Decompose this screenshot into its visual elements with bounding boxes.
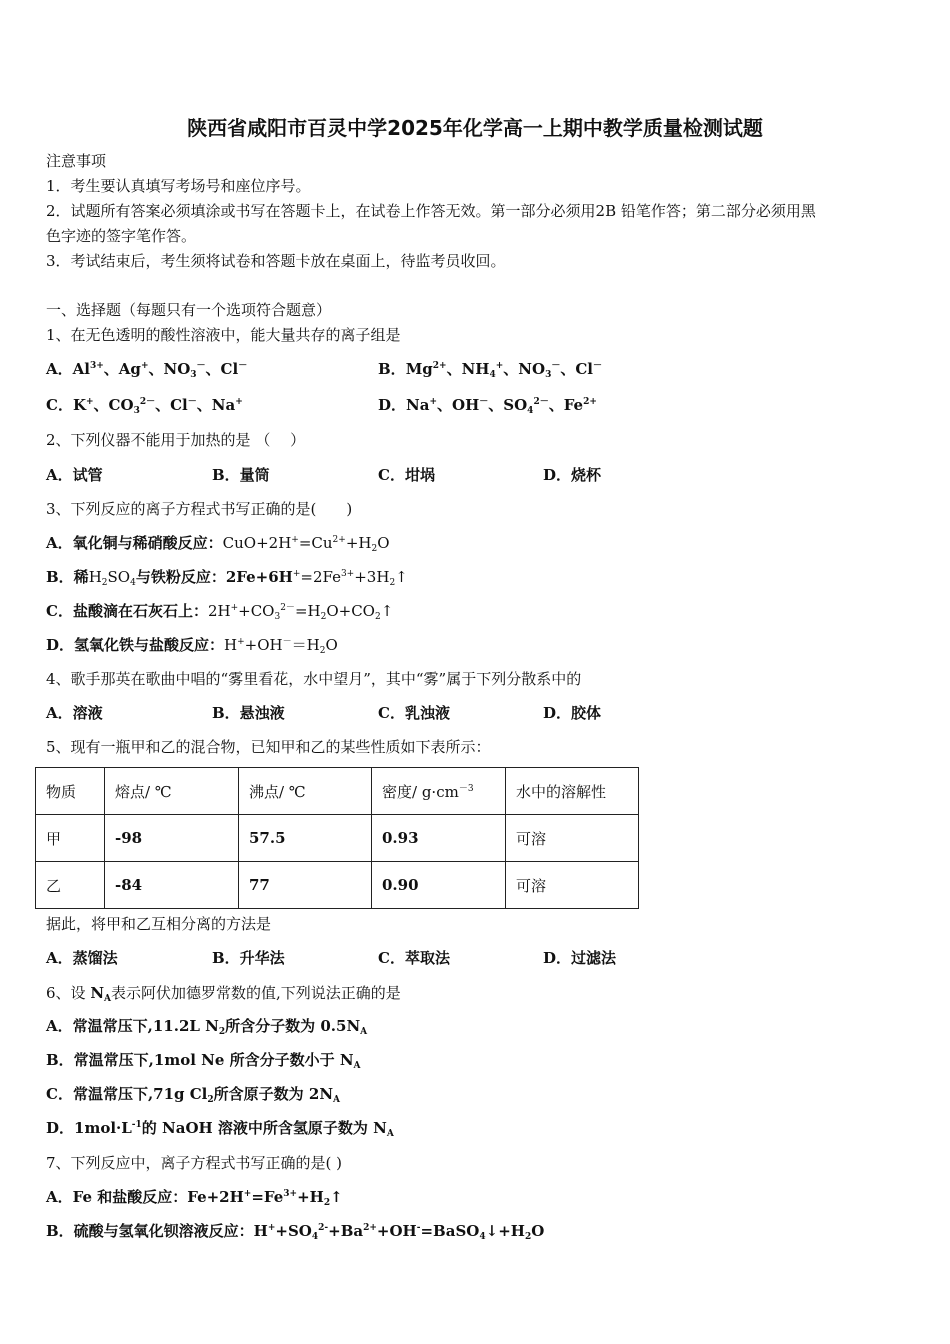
charge: + — [495, 361, 504, 371]
q4-stem: 4、歌手那英在歌曲中唱的“雾里看花，水中望月”，其中“雾”属于下列分散系中的 — [46, 670, 582, 688]
formula: +H — [345, 534, 372, 552]
q6-option-c — [46, 1084, 340, 1104]
formula: ↑ — [395, 568, 408, 586]
q3-a-label: A．氧化铜与稀硝酸反应： — [46, 534, 223, 552]
q3-c-label: C．盐酸滴在石灰石上： — [46, 602, 208, 620]
ion: 、Na — [196, 396, 236, 414]
option-text: ↑ — [330, 1188, 343, 1206]
charge: － — [593, 361, 603, 371]
subscript: A — [353, 1061, 361, 1071]
subscript: A — [104, 994, 112, 1004]
q4-option-b: B．悬浊液 — [212, 704, 285, 722]
option-text: ↓+H — [485, 1222, 525, 1240]
q5-after: 据此，将甲和乙互相分离的方法是 — [46, 915, 272, 933]
q1-b-label: B． — [378, 360, 406, 378]
charge: 2+ — [432, 361, 447, 371]
charge: + — [291, 535, 299, 545]
q2-option-b: B．量筒 — [212, 466, 270, 484]
charge: 3+ — [89, 361, 104, 371]
table-row — [36, 815, 639, 862]
formula: O — [377, 534, 390, 552]
q2-stem: 2、下列仪器不能用于加热的是 （ ） — [46, 431, 306, 449]
option-text: +Ba — [328, 1222, 364, 1240]
ion: 、SO — [488, 396, 528, 414]
q1-a-label: A． — [46, 360, 73, 378]
q3-d-label: D．氢氧化铁与盐酸反应： — [46, 636, 225, 654]
table-cell: 可溶 — [506, 862, 639, 909]
q3-option-d — [46, 635, 338, 655]
q1-d-label: D． — [378, 396, 407, 414]
ion: 、NO — [503, 360, 546, 378]
subscript: 2 — [319, 646, 326, 656]
stem-text: 表示阿伏加德罗常数的值,下列说法正确的是 — [111, 984, 401, 1002]
option-text: 所含分子数为 0.5N — [225, 1017, 361, 1035]
ion: 、Ag — [103, 360, 141, 378]
q4-option-c: C．乳浊液 — [378, 704, 450, 722]
option-text: =BaSO — [420, 1222, 480, 1240]
header-cell: 水中的溶解性 — [506, 768, 639, 815]
option-text: D．1mol·L — [46, 1119, 132, 1137]
ion: 、Fe — [548, 396, 584, 414]
subscript: 4 — [311, 1232, 319, 1242]
option-text: +H — [297, 1188, 324, 1206]
q7-option-b — [46, 1221, 544, 1241]
formula: O — [325, 636, 338, 654]
q5-stem: 5、现有一瓶甲和乙的混合物，已知甲和乙的某些性质如下表所示： — [46, 738, 491, 756]
q1-option-d — [378, 395, 597, 415]
formula: =2Fe — [300, 568, 341, 586]
q4-option-d: D．胶体 — [543, 704, 602, 722]
ion: 、NH — [446, 360, 490, 378]
table-cell: -98 — [105, 815, 239, 862]
charge: － — [196, 361, 206, 371]
ion: 、CO — [93, 396, 134, 414]
charge: + — [243, 1189, 252, 1199]
formula: =Cu — [298, 534, 333, 552]
table-header-row — [36, 768, 639, 815]
q7-stem: 7、下列反应中，离子方程式书写正确的是( ) — [46, 1154, 343, 1172]
q1-c-label: C． — [46, 396, 73, 414]
charge: - — [416, 1223, 421, 1233]
q6-stem — [46, 983, 401, 1003]
subscript: 2 — [389, 578, 396, 588]
notice-item-1: 1．考生要认真填写考场号和座位序号。 — [46, 177, 311, 195]
formula: =H — [294, 602, 321, 620]
header-cell: 沸点/ ℃ — [239, 768, 372, 815]
q5-option-c: C．萃取法 — [378, 949, 450, 967]
charge: + — [429, 397, 437, 407]
subscript: 3 — [133, 406, 140, 416]
subscript: 4 — [527, 406, 534, 416]
q5-option-a: A．蒸馏法 — [46, 949, 118, 967]
charge: 2- — [318, 1223, 329, 1233]
ion: 、NO — [148, 360, 191, 378]
page-title: 陕西省咸阳市百灵中学2025年化学高一上期中教学质量检测试题 — [187, 116, 763, 140]
charge: 3+ — [340, 569, 355, 579]
ion: Na — [406, 396, 430, 414]
header-cell: 熔点/ ℃ — [105, 768, 239, 815]
charge: 2－ — [280, 603, 295, 613]
table-cell: 57.5 — [239, 815, 372, 862]
table-cell: 甲 — [36, 815, 105, 862]
q3-b-label: B．稀 — [46, 568, 89, 586]
option-text: A．常温常压下,11.2L N — [46, 1017, 219, 1035]
charge: + — [230, 603, 239, 613]
subscript: 2 — [371, 544, 378, 554]
q3-option-b — [46, 567, 408, 587]
formula: +CO — [238, 602, 275, 620]
stem-text: 6、设 — [46, 984, 91, 1002]
charge: + — [235, 397, 243, 407]
option-text: +SO — [275, 1222, 312, 1240]
q2-option-c: C．坩埚 — [378, 466, 435, 484]
ion: 、Cl — [155, 396, 188, 414]
subscript: 2 — [374, 612, 381, 622]
subscript: 3 — [190, 370, 197, 380]
option-text: B．常温常压下,1mol Ne 所含分子数小于 N — [46, 1051, 354, 1069]
formula: ↑ — [380, 602, 394, 620]
charge: 3+ — [283, 1189, 298, 1199]
charge: + — [86, 397, 94, 407]
subscript: 2 — [323, 1198, 331, 1208]
notice-item-2-cont: 色字迹的签字笔作答。 — [46, 227, 197, 245]
notice-heading: 注意事项 — [46, 152, 107, 170]
option-text: A．Fe 和盐酸反应：Fe+2H — [46, 1188, 244, 1206]
q1-stem: 1、在无色透明的酸性溶液中，能大量共存的离子组是 — [46, 326, 401, 344]
ion: 、Cl — [560, 360, 593, 378]
formula: 2H — [207, 602, 231, 620]
formula: ＝H — [291, 636, 320, 654]
density-header: 密度/ g·cm — [382, 782, 459, 801]
option-text: 所含原子数为 2N — [213, 1085, 334, 1103]
q4-option-a: A．溶液 — [46, 704, 103, 722]
charge: 2－ — [533, 397, 549, 407]
exponent: -1 — [131, 1120, 142, 1130]
ion: K — [72, 396, 86, 414]
charge: 2+ — [363, 1223, 377, 1233]
subscript: 2 — [218, 1027, 226, 1037]
subscript: 4 — [489, 370, 496, 380]
table-cell: 0.90 — [372, 862, 506, 909]
formula: +OH — [244, 636, 283, 654]
q1-option-b — [378, 359, 602, 379]
charge: － — [187, 397, 197, 407]
charge: 2+ — [332, 535, 346, 545]
subscript: 4 — [479, 1232, 486, 1242]
option-text: =Fe — [251, 1188, 284, 1206]
section-heading: 一、选择题（每题只有一个选项符合题意） — [46, 301, 332, 319]
ion: Al — [72, 360, 90, 378]
charge: + — [237, 637, 245, 647]
ion: Mg — [405, 360, 433, 378]
formula: CuO+2H — [222, 534, 292, 552]
q3-stem: 3、下列反应的离子方程式书写正确的是( ) — [46, 500, 353, 518]
table-cell: 0.93 — [372, 815, 506, 862]
option-text: B．硫酸与氢氧化钡溶液反应：H — [46, 1222, 268, 1240]
q1-option-c — [46, 395, 243, 415]
charge: － — [282, 637, 292, 647]
charge: + — [140, 361, 149, 371]
exponent: －3 — [458, 783, 474, 794]
properties-table — [35, 767, 639, 909]
charge: 2－ — [139, 397, 156, 407]
q6-option-b — [46, 1050, 361, 1070]
subscript: A — [333, 1095, 341, 1105]
subscript: 2 — [101, 578, 108, 588]
ion: 、OH — [437, 396, 480, 414]
q5-option-d: D．过滤法 — [543, 949, 617, 967]
subscript: 2 — [207, 1095, 214, 1105]
subscript: 2 — [524, 1232, 532, 1242]
q5-option-b: B．升华法 — [212, 949, 285, 967]
formula: +3H — [354, 568, 390, 586]
notice-item-3: 3．考试结束后，考生须将试卷和答题卡放在桌面上，待监考员收回。 — [46, 252, 506, 270]
q6-option-d — [46, 1118, 394, 1138]
table-row — [36, 862, 639, 909]
option-text: 的 NaOH 溶液中所含氢原子数为 N — [141, 1119, 387, 1137]
charge: + — [292, 569, 301, 579]
charge: 2+ — [583, 397, 597, 407]
symbol: N — [90, 984, 105, 1002]
subscript: 2 — [320, 612, 327, 622]
ion: 、Cl — [205, 360, 239, 378]
header-cell: 物质 — [36, 768, 105, 815]
header-cell — [372, 768, 506, 815]
option-text: O — [531, 1222, 545, 1240]
table-cell: -84 — [105, 862, 239, 909]
table-cell: 乙 — [36, 862, 105, 909]
formula: H — [224, 636, 238, 654]
charge: － — [551, 361, 561, 371]
charge: + — [267, 1223, 276, 1233]
notice-item-2: 2．试题所有答案必须填涂或书写在答题卡上，在试卷上作答无效。第一部分必须用2B 铅笔作答；第二部分必须用黑 — [46, 202, 816, 220]
charge: － — [479, 397, 489, 407]
q2-option-d: D．烧杯 — [543, 466, 602, 484]
formula: H — [88, 568, 102, 586]
q3-option-a — [46, 533, 390, 553]
q2-option-a: A．试管 — [46, 466, 103, 484]
formula: SO — [107, 568, 131, 586]
q1-option-a — [46, 359, 247, 379]
subscript: 3 — [274, 612, 281, 622]
charge: － — [238, 361, 248, 371]
subscript: 4 — [130, 578, 136, 588]
subscript: 3 — [545, 370, 552, 380]
formula: 与铁粉反应：2Fe+6H — [135, 568, 293, 586]
q6-option-a — [46, 1016, 367, 1036]
option-text: +OH — [376, 1222, 417, 1240]
q3-option-c — [46, 601, 393, 621]
table-cell: 77 — [239, 862, 372, 909]
table-cell: 可溶 — [506, 815, 639, 862]
formula: O+CO — [326, 602, 375, 620]
q7-option-a — [46, 1187, 343, 1207]
subscript: A — [360, 1027, 368, 1037]
option-text: C．常温常压下,71g Cl — [46, 1085, 208, 1103]
subscript: A — [386, 1129, 394, 1139]
